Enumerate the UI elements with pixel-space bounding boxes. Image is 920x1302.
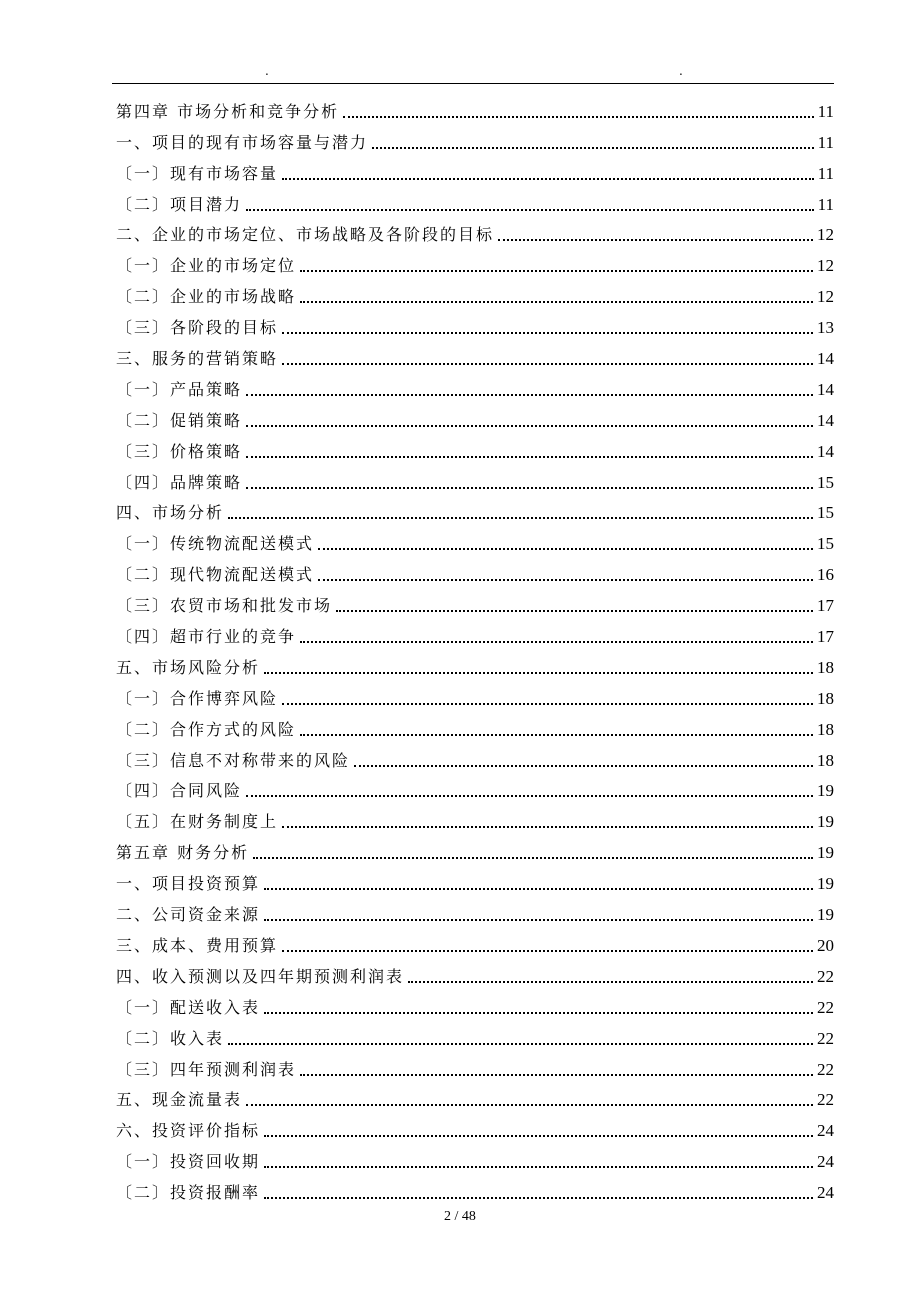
toc-entry-page: 18 [817, 688, 834, 708]
toc-dot-leader [300, 270, 813, 272]
toc-entry[interactable] [116, 403, 834, 434]
toc-dot-leader [408, 981, 813, 983]
toc-entry-page: 11 [817, 101, 834, 121]
toc-entry-page: 16 [817, 565, 834, 585]
toc-entry[interactable] [116, 187, 834, 218]
toc-dot-leader [282, 178, 814, 180]
toc-dot-leader [246, 209, 814, 211]
toc-entry[interactable] [116, 218, 834, 249]
toc-entry[interactable] [116, 465, 834, 496]
toc-entry-page: 24 [817, 1121, 834, 1141]
toc-entry-title: 〔四〕超市行业的竞争 [116, 627, 297, 647]
toc-dot-leader [253, 857, 813, 859]
toc-entry[interactable] [116, 650, 834, 681]
toc-entry-page: 22 [817, 966, 834, 986]
toc-entry[interactable] [116, 835, 834, 866]
toc-entry[interactable] [116, 310, 834, 341]
toc-entry-title: 三、成本、费用预算 [116, 935, 279, 955]
toc-dot-leader [264, 919, 813, 921]
toc-dot-leader [246, 456, 813, 458]
toc-entry[interactable] [116, 1052, 834, 1083]
toc-dot-leader [343, 116, 814, 118]
toc-dot-leader [264, 672, 813, 674]
toc-entry-title: 一、项目投资预算 [116, 874, 261, 894]
toc-entry-title: 五、现金流量表 [116, 1090, 243, 1110]
toc-entry-title: 〔一〕产品策略 [116, 379, 243, 399]
toc-entry[interactable] [116, 743, 834, 774]
toc-entry-title: 〔一〕企业的市场定位 [116, 256, 297, 276]
toc-entry[interactable] [116, 434, 834, 465]
toc-entry-page: 22 [817, 997, 834, 1017]
toc-entry-title: 〔三〕各阶段的目标 [116, 318, 279, 338]
toc-entry[interactable] [116, 619, 834, 650]
toc-entry-title: 〔二〕收入表 [116, 1028, 225, 1048]
toc-entry-title: 〔二〕企业的市场战略 [116, 287, 297, 307]
toc-entry-page: 14 [817, 349, 834, 369]
toc-entry-page: 17 [817, 596, 834, 616]
toc-entry-title: 第五章 财务分析 [116, 843, 250, 863]
toc-entry-page: 12 [817, 225, 834, 245]
toc-entry[interactable] [116, 804, 834, 835]
toc-entry-page: 12 [817, 256, 834, 276]
toc-dot-leader [246, 795, 813, 797]
toc-dot-leader [300, 641, 813, 643]
toc-entry-page: 19 [817, 812, 834, 832]
toc-dot-leader [264, 888, 813, 890]
toc-entry-page: 12 [817, 287, 834, 307]
toc-entry[interactable] [116, 774, 834, 805]
toc-entry-title: 二、企业的市场定位、市场战略及各阶段的目标 [116, 225, 495, 245]
toc-entry-page: 18 [817, 657, 834, 677]
header-mark-right: . [679, 64, 683, 78]
toc-entry[interactable] [116, 959, 834, 990]
toc-entry[interactable] [116, 1021, 834, 1052]
toc-entry-title: 四、市场分析 [116, 503, 225, 523]
toc-entry-page: 24 [817, 1183, 834, 1203]
toc-entry-page: 19 [817, 874, 834, 894]
toc-entry-page: 15 [817, 534, 834, 554]
toc-entry[interactable] [116, 496, 834, 527]
toc-dot-leader [300, 1074, 813, 1076]
toc-dot-leader [264, 1135, 813, 1137]
toc-dot-leader [246, 1104, 813, 1106]
toc-dot-leader [354, 765, 813, 767]
table-of-contents [116, 94, 834, 1206]
toc-entry-title: 〔三〕信息不对称带来的风险 [116, 750, 351, 770]
toc-entry-title: 〔二〕促销策略 [116, 410, 243, 430]
page-number: 2 / 48 [444, 1209, 476, 1224]
toc-entry-title: 〔三〕价格策略 [116, 441, 243, 461]
toc-entry-title: 〔二〕投资报酬率 [116, 1183, 261, 1203]
toc-dot-leader [372, 147, 814, 149]
toc-entry[interactable] [116, 897, 834, 928]
toc-entry-page: 24 [817, 1152, 834, 1172]
toc-entry-title: 〔三〕四年预测利润表 [116, 1059, 297, 1079]
toc-entry-title: 〔四〕品牌策略 [116, 472, 243, 492]
toc-dot-leader [282, 826, 813, 828]
toc-entry-page: 19 [817, 781, 834, 801]
toc-entry-title: 〔一〕现有市场容量 [116, 163, 279, 183]
toc-entry-page: 11 [817, 132, 834, 152]
toc-dot-leader [264, 1197, 813, 1199]
toc-entry-page: 14 [817, 410, 834, 430]
toc-entry-page: 22 [817, 1090, 834, 1110]
toc-dot-leader [498, 239, 813, 241]
toc-dot-leader [318, 548, 813, 550]
toc-entry[interactable] [116, 866, 834, 897]
toc-entry-title: 〔五〕在财务制度上 [116, 812, 279, 832]
toc-entry[interactable] [116, 1175, 834, 1206]
toc-entry-title: 第四章 市场分析和竞争分析 [116, 101, 340, 121]
toc-entry-page: 15 [817, 472, 834, 492]
toc-dot-leader [300, 301, 813, 303]
toc-entry[interactable] [116, 248, 834, 279]
toc-dot-leader [318, 579, 813, 581]
toc-entry[interactable] [116, 156, 834, 187]
toc-dot-leader [228, 517, 813, 519]
toc-entry-page: 17 [817, 627, 834, 647]
toc-entry-page: 19 [817, 843, 834, 863]
toc-entry[interactable] [116, 1113, 834, 1144]
toc-entry-page: 18 [817, 719, 834, 739]
toc-dot-leader [282, 332, 813, 334]
header-mark-left: . [265, 64, 269, 78]
toc-entry[interactable] [116, 372, 834, 403]
header-rule [112, 83, 834, 84]
toc-entry-title: 二、公司资金来源 [116, 905, 261, 925]
toc-entry-title: 〔四〕合同风险 [116, 781, 243, 801]
toc-entry-page: 18 [817, 750, 834, 770]
toc-dot-leader [264, 1166, 813, 1168]
toc-dot-leader [246, 487, 813, 489]
toc-entry-title: 〔二〕现代物流配送模式 [116, 565, 315, 585]
toc-dot-leader [282, 363, 813, 365]
toc-entry-page: 14 [817, 441, 834, 461]
toc-entry-title: 〔一〕投资回收期 [116, 1152, 261, 1172]
toc-entry-title: 〔三〕农贸市场和批发市场 [116, 596, 333, 616]
toc-entry-title: 〔一〕合作博弈风险 [116, 688, 279, 708]
toc-entry-page: 11 [817, 163, 834, 183]
toc-entry[interactable] [116, 681, 834, 712]
toc-entry-title: 三、服务的营销策略 [116, 349, 279, 369]
toc-dot-leader [282, 950, 813, 952]
toc-entry[interactable] [116, 588, 834, 619]
toc-entry-title: 五、市场风险分析 [116, 657, 261, 677]
toc-entry-title: 〔一〕配送收入表 [116, 997, 261, 1017]
toc-entry-page: 13 [817, 318, 834, 338]
toc-entry[interactable] [116, 94, 834, 125]
toc-entry-page: 19 [817, 905, 834, 925]
toc-entry[interactable] [116, 279, 834, 310]
toc-entry[interactable] [116, 1144, 834, 1175]
toc-entry-page: 15 [817, 503, 834, 523]
toc-dot-leader [228, 1043, 813, 1045]
toc-dot-leader [336, 610, 813, 612]
toc-entry-title: 六、投资评价指标 [116, 1121, 261, 1141]
toc-dot-leader [246, 394, 813, 396]
toc-entry[interactable] [116, 125, 834, 156]
toc-entry[interactable] [116, 928, 834, 959]
toc-entry[interactable] [116, 1083, 834, 1114]
toc-dot-leader [300, 734, 813, 736]
toc-entry-title: 〔二〕项目潜力 [116, 194, 243, 214]
toc-entry-title: 〔二〕合作方式的风险 [116, 719, 297, 739]
toc-entry-page: 22 [817, 1028, 834, 1048]
toc-entry-title: 〔一〕传统物流配送模式 [116, 534, 315, 554]
toc-entry[interactable] [116, 990, 834, 1021]
toc-entry-title: 四、收入预测以及四年期预测利润表 [116, 966, 405, 986]
toc-entry-page: 20 [817, 935, 834, 955]
toc-dot-leader [246, 425, 813, 427]
toc-entry[interactable] [116, 341, 834, 372]
toc-entry-page: 14 [817, 379, 834, 399]
toc-dot-leader [264, 1012, 813, 1014]
toc-entry-page: 11 [817, 194, 834, 214]
toc-dot-leader [282, 703, 813, 705]
toc-entry[interactable] [116, 526, 834, 557]
toc-entry-title: 一、项目的现有市场容量与潜力 [116, 132, 369, 152]
toc-entry[interactable] [116, 712, 834, 743]
toc-entry-page: 22 [817, 1059, 834, 1079]
toc-entry[interactable] [116, 557, 834, 588]
